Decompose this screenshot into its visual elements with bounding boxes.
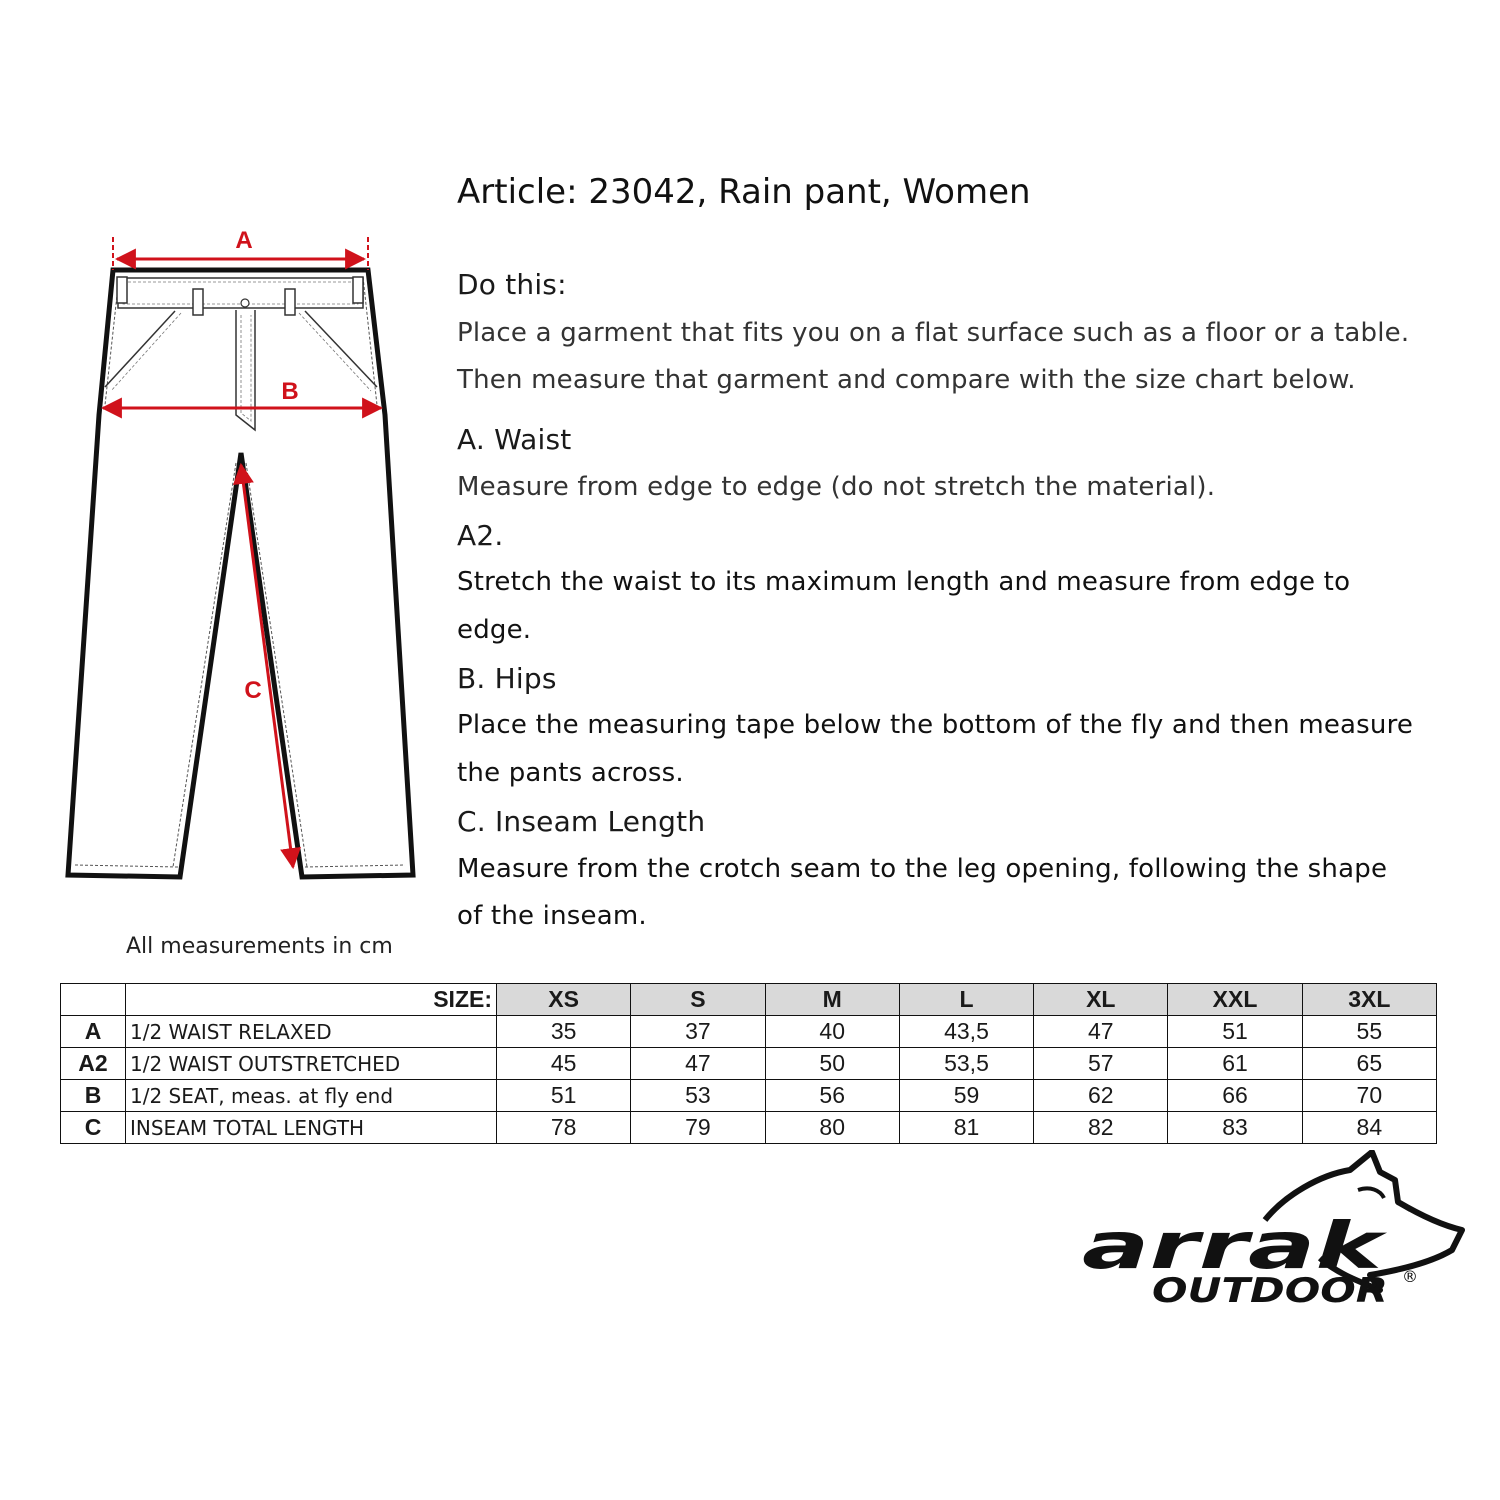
table-cell: 61 xyxy=(1168,1048,1302,1080)
arrak-outdoor-logo xyxy=(1080,1150,1470,1310)
table-row xyxy=(61,1016,1437,1048)
inseam-line-2: of the inseam. xyxy=(457,901,647,931)
pants-outline xyxy=(68,270,413,877)
brand-wordmark: arrak xyxy=(1082,1210,1388,1284)
table-row xyxy=(61,1048,1437,1080)
row-code: A xyxy=(61,1016,126,1048)
size-label: SIZE: xyxy=(126,984,497,1016)
inseam-line-1: Measure from the crotch seam to the leg opening, following the shape xyxy=(457,854,1388,884)
belt-loop xyxy=(285,289,295,315)
row-label: 1/2 SEAT, meas. at fly end xyxy=(126,1080,497,1112)
table-cell: 59 xyxy=(899,1080,1033,1112)
table-cell: 81 xyxy=(899,1112,1033,1144)
intro-heading: Do this: xyxy=(457,268,567,301)
belt-loop xyxy=(193,289,203,315)
hips-heading: B. Hips xyxy=(457,662,557,695)
table-cell: 51 xyxy=(497,1080,631,1112)
table-cell: 70 xyxy=(1302,1080,1436,1112)
table-cell: 56 xyxy=(765,1080,899,1112)
intro-line-1: Place a garment that fits you on a flat surface such as a floor or a table. xyxy=(457,318,1410,348)
table-cell: 65 xyxy=(1302,1048,1436,1080)
units-note: All measurements in cm xyxy=(126,934,393,959)
table-cell: 78 xyxy=(497,1112,631,1144)
size-header: XXL xyxy=(1168,984,1302,1016)
brand-subtitle: OUTDOOR xyxy=(1152,1271,1388,1310)
size-header: S xyxy=(631,984,765,1016)
pants-measurement-diagram xyxy=(55,215,435,895)
table-row xyxy=(61,1080,1437,1112)
intro-line-2: Then measure that garment and compare with the size chart below. xyxy=(457,365,1356,395)
table-cell: 79 xyxy=(631,1112,765,1144)
table-corner-cell xyxy=(61,984,126,1016)
table-cell: 55 xyxy=(1302,1016,1436,1048)
waist-stretch-heading: A2. xyxy=(457,519,504,552)
belt-loop xyxy=(117,277,127,303)
table-cell: 35 xyxy=(497,1016,631,1048)
table-cell: 80 xyxy=(765,1112,899,1144)
row-label: 1/2 WAIST RELAXED xyxy=(126,1016,497,1048)
row-code: C xyxy=(61,1112,126,1144)
table-cell: 47 xyxy=(1034,1016,1168,1048)
waist-text: Measure from edge to edge (do not stretch the material). xyxy=(457,472,1216,502)
table-cell: 53,5 xyxy=(899,1048,1033,1080)
button xyxy=(241,299,249,307)
size-chart-table xyxy=(60,983,1437,1144)
size-header: XL xyxy=(1034,984,1168,1016)
table-cell: 47 xyxy=(631,1048,765,1080)
table-cell: 83 xyxy=(1168,1112,1302,1144)
waist-stretch-line-1: Stretch the waist to its maximum length and measure from edge to xyxy=(457,567,1351,597)
waist-heading: A. Waist xyxy=(457,423,572,456)
row-label: 1/2 WAIST OUTSTRETCHED xyxy=(126,1048,497,1080)
table-cell: 51 xyxy=(1168,1016,1302,1048)
table-cell: 84 xyxy=(1302,1112,1436,1144)
table-cell: 50 xyxy=(765,1048,899,1080)
size-header: M xyxy=(765,984,899,1016)
belt-loop xyxy=(353,277,363,303)
table-cell: 53 xyxy=(631,1080,765,1112)
table-row xyxy=(61,1112,1437,1144)
table-cell: 45 xyxy=(497,1048,631,1080)
hips-line-1: Place the measuring tape below the bottom of the fly and then measure xyxy=(457,710,1414,740)
size-header: 3XL xyxy=(1302,984,1436,1016)
row-code: B xyxy=(61,1080,126,1112)
table-header-row xyxy=(61,984,1437,1016)
hips-line-2: the pants across. xyxy=(457,758,684,788)
row-code: A2 xyxy=(61,1048,126,1080)
table-cell: 57 xyxy=(1034,1048,1168,1080)
label-c: C xyxy=(244,677,262,704)
label-a: A xyxy=(235,227,253,254)
waist-stretch-line-2: edge. xyxy=(457,615,532,645)
table-cell: 62 xyxy=(1034,1080,1168,1112)
inseam-heading: C. Inseam Length xyxy=(457,805,706,838)
page-title: Article: 23042, Rain pant, Women xyxy=(457,172,1031,212)
label-b: B xyxy=(281,378,299,405)
table-cell: 37 xyxy=(631,1016,765,1048)
size-header: L xyxy=(899,984,1033,1016)
table-cell: 82 xyxy=(1034,1112,1168,1144)
size-header: XS xyxy=(497,984,631,1016)
row-label: INSEAM TOTAL LENGTH xyxy=(126,1112,497,1144)
registered-mark: ® xyxy=(1402,1267,1418,1286)
table-cell: 40 xyxy=(765,1016,899,1048)
table-cell: 43,5 xyxy=(899,1016,1033,1048)
table-cell: 66 xyxy=(1168,1080,1302,1112)
